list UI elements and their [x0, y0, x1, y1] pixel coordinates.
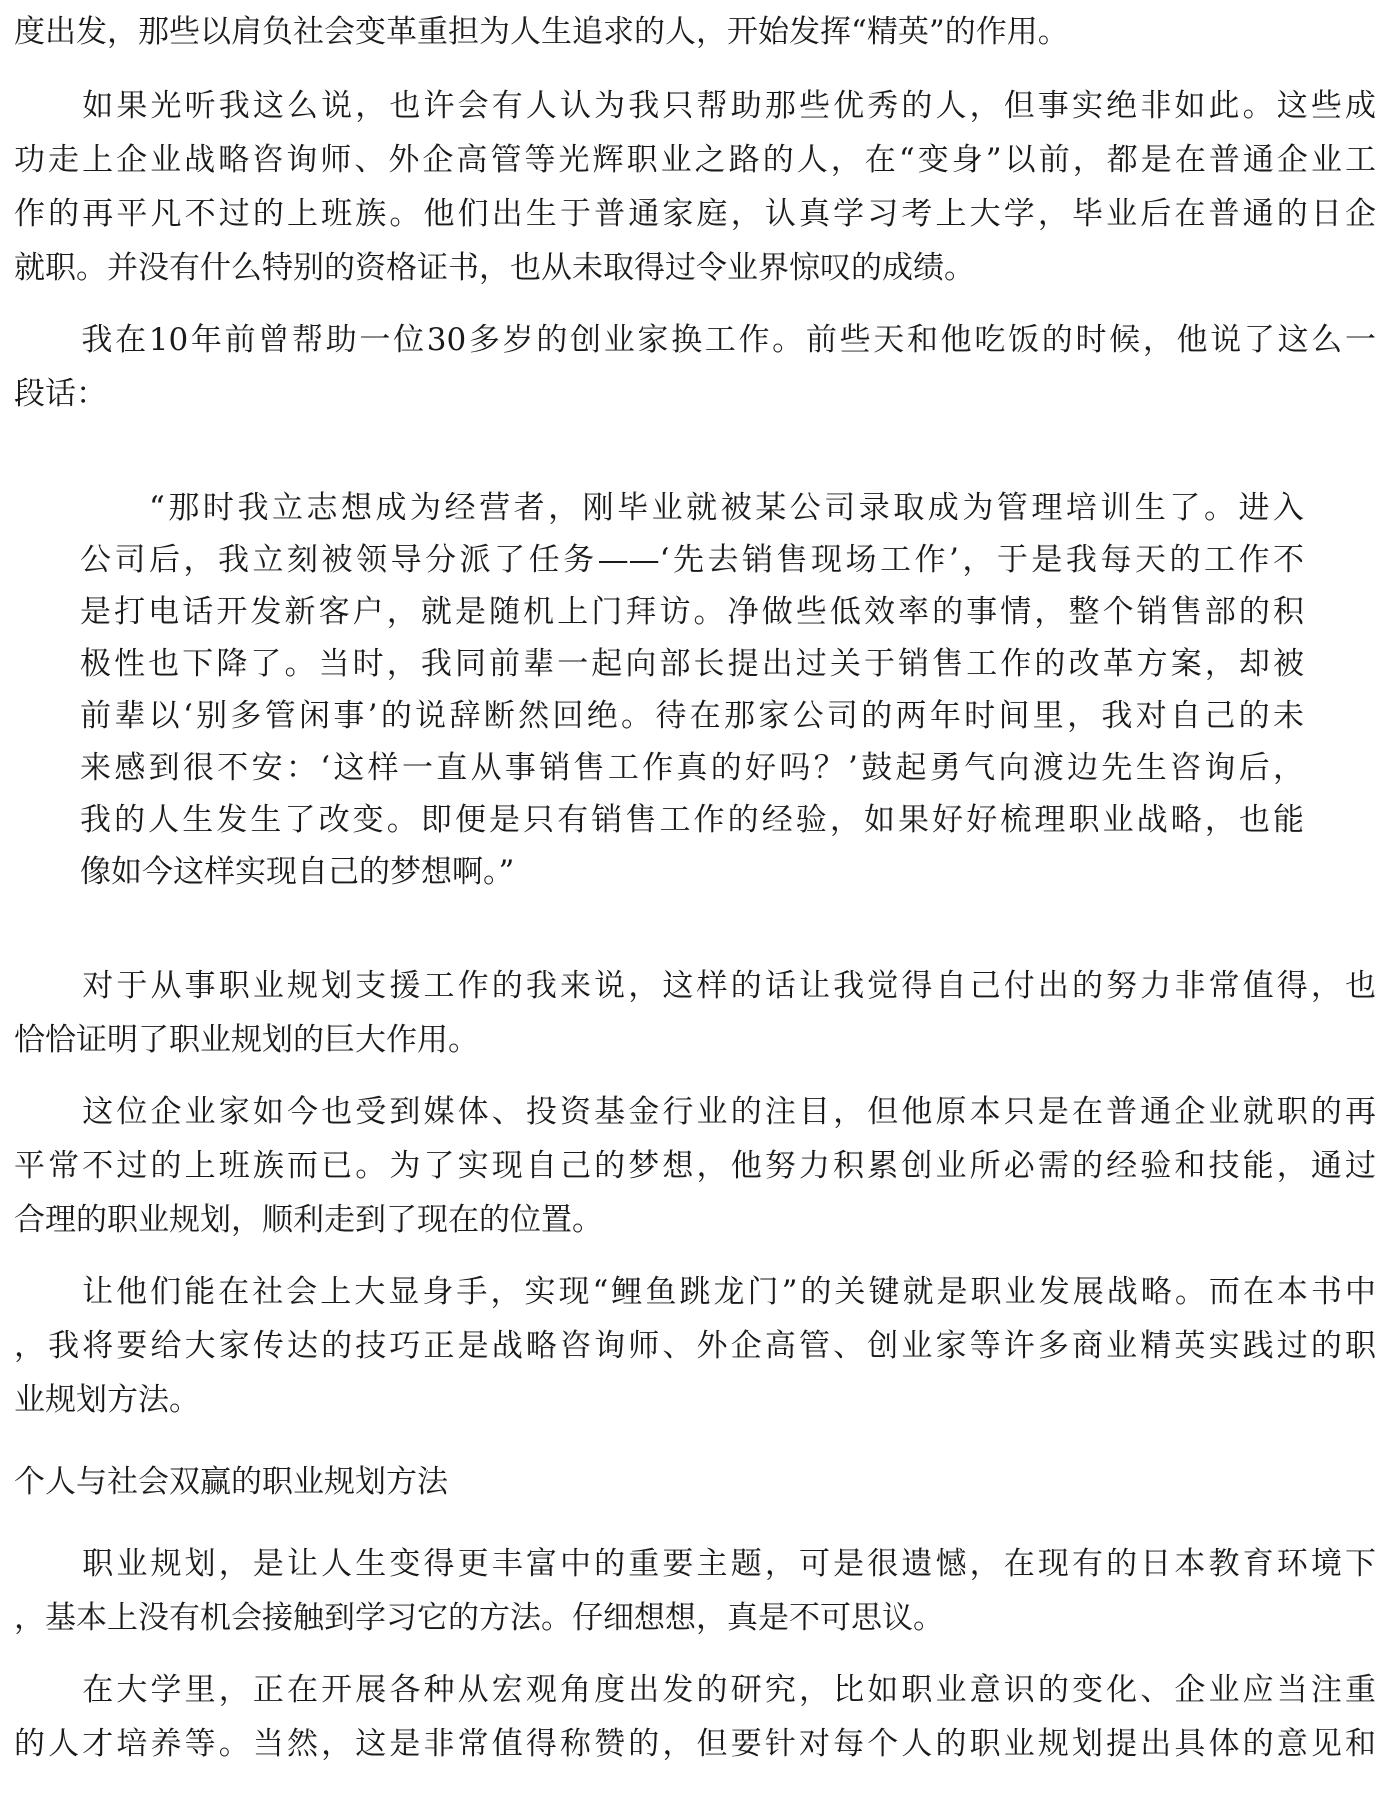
text-line: 业规划方法。	[14, 1382, 200, 1418]
quote-line: 前辈以‘别多管闲事’的说辞断然回绝。待在那家公司的两年时间里，我对自己的未	[80, 698, 1304, 734]
text-line: 我在10年前曾帮助一位30多岁的创业家换工作。前些天和他吃饭的时候，他说了这么一	[14, 322, 1376, 358]
text-line: 对于从事职业规划支援工作的我来说，这样的话让我觉得自己付出的努力非常值得，也	[14, 968, 1376, 1004]
text-line: 作的再平凡不过的上班族。他们出生于普通家庭，认真学习考上大学，毕业后在普通的日企	[14, 196, 1376, 232]
text-line: 这位企业家如今也受到媒体、投资基金行业的注目，但他原本只是在普通企业就职的再	[14, 1094, 1376, 1130]
text-line: ，基本上没有机会接触到学习它的方法。仔细想想，真是不可思议。	[14, 1600, 944, 1636]
section-heading: 个人与社会双赢的职业规划方法	[14, 1464, 448, 1500]
text-line: 在大学里，正在开展各种从宏观角度出发的研究，比如职业意识的变化、企业应当注重	[14, 1672, 1376, 1708]
quote-line: 公司后，我立刻被领导分派了任务——‘先去销售现场工作’，于是我每天的工作不	[80, 542, 1304, 578]
text-line: 平常不过的上班族而已。为了实现自己的梦想，他努力积累创业所必需的经验和技能，通过	[14, 1148, 1376, 1184]
text-line: 如果光听我这么说，也许会有人认为我只帮助那些优秀的人，但事实绝非如此。这些成	[14, 88, 1376, 124]
quote-line: 是打电话开发新客户，就是随机上门拜访。净做些低效率的事情，整个销售部的积	[80, 594, 1304, 630]
text-line: 职业规划，是让人生变得更丰富中的重要主题，可是很遗憾，在现有的日本教育环境下	[14, 1546, 1376, 1582]
text-line: 就职。并没有什么特别的资格证书，也从未取得过令业界惊叹的成绩。	[14, 250, 975, 286]
text-line: 合理的职业规划，顺利走到了现在的位置。	[14, 1202, 603, 1238]
text-line: ，我将要给大家传达的技巧正是战略咨询师、外企高管、创业家等许多商业精英实践过的职	[14, 1328, 1376, 1364]
quote-line: 来感到很不安：‘这样一直从事销售工作真的好吗？’鼓起勇气向渡边先生咨询后，	[80, 750, 1304, 786]
text-line: 恰恰证明了职业规划的巨大作用。	[14, 1022, 479, 1058]
text-line: 段话：	[14, 376, 107, 412]
text-line: 的人才培养等。当然，这是非常值得称赞的，但要针对每个人的职业规划提出具体的意见和	[14, 1726, 1376, 1762]
text-line: 让他们能在社会上大显身手，实现“鲤鱼跳龙门”的关键就是职业发展战略。而在本书中	[14, 1274, 1376, 1310]
text-line: 度出发，那些以肩负社会变革重担为人生追求的人，开始发挥“精英”的作用。	[14, 14, 1069, 50]
quote-line: “那时我立志想成为经营者，刚毕业就被某公司录取成为管理培训生了。进入	[80, 490, 1304, 526]
quote-line: 我的人生发生了改变。即便是只有销售工作的经验，如果好好梳理职业战略，也能	[80, 802, 1304, 838]
quote-line: 极性也下降了。当时，我同前辈一起向部长提出过关于销售工作的改革方案，却被	[80, 646, 1304, 682]
text-line: 功走上企业战略咨询师、外企高管等光辉职业之路的人，在“变身”以前，都是在普通企业工	[14, 142, 1376, 178]
quote-line: 像如今这样实现自己的梦想啊。”	[80, 854, 515, 890]
